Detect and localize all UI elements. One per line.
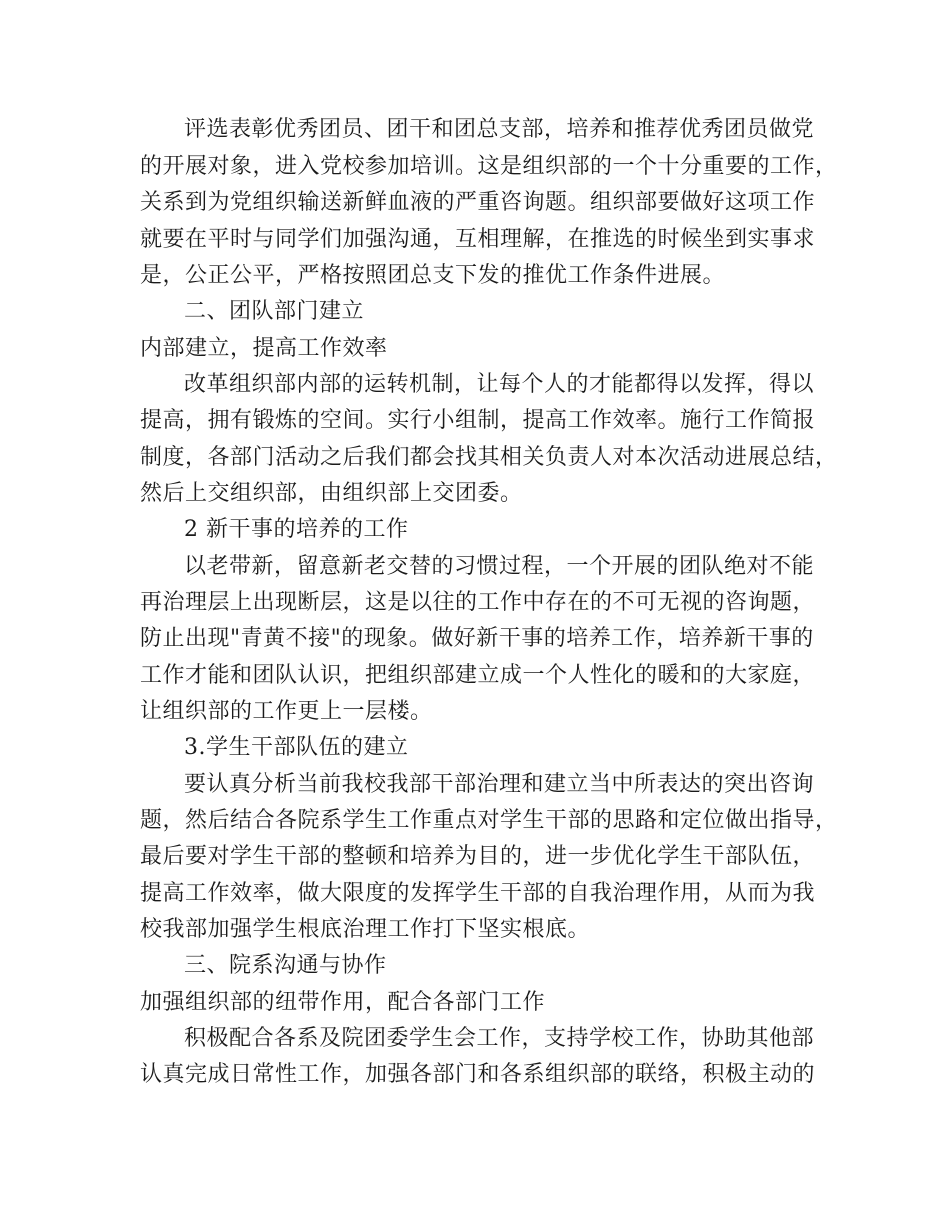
paragraph-line: 提高工作效率，做大限度的发挥学生干部的自我治理作用，从而为我 (140, 881, 816, 906)
paragraph-line: 要认真分析当前我校我部干部治理和建立当中所表达的突出咨询 (184, 772, 815, 797)
section-heading: 三、院系沟通与协作 (184, 953, 387, 978)
paragraph-line: 校我部加强学生根底治理工作打下坚实根底。 (140, 917, 591, 942)
paragraph-line: 工作才能和团队认识，把组织部建立成一个人性化的暖和的大家庭， (140, 663, 816, 688)
subsection-heading: 加强组织部的纽带作用，配合各部门工作 (140, 990, 546, 1015)
section-heading: 二、团队部门建立 (184, 299, 365, 324)
paragraph-line: 关系到为党组织输送新鲜血液的严重咨询题。组织部要做好这项工作 (140, 190, 816, 215)
paragraph-line: 积极配合各系及院团委学生会工作，支持学校工作，协助其他部 (184, 1026, 815, 1051)
subsection-heading: 2 新干事的培养的工作 (184, 517, 409, 542)
paragraph-line: 防止出现"青黄不接"的现象。做好新干事的培养工作，培养新干事的 (140, 626, 814, 651)
paragraph-line: 让组织部的工作更上一层楼。 (140, 699, 433, 724)
paragraph-line: 提高，拥有锻炼的空间。实行小组制，提高工作效率。施行工作简报 (140, 408, 816, 433)
paragraph-line: 以老带新，留意新老交替的习惯过程，一个开展的团队绝对不能 (184, 554, 815, 579)
paragraph-line: 再治理层上出现断层，这是以往的工作中存在的不可无视的咨询题， (140, 590, 816, 615)
subsection-heading: 3.学生干部队伍的建立 (184, 735, 409, 760)
paragraph-line: 认真完成日常性工作，加强各部门和各系组织部的联络，积极主动的 (140, 1062, 816, 1087)
paragraph-line: 的开展对象，进入党校参加培训。这是组织部的一个十分重要的工作， (140, 154, 838, 179)
paragraph-line: 然后上交组织部，由组织部上交团委。 (140, 481, 523, 506)
paragraph-line: 改革组织部内部的运转机制，让每个人的才能都得以发挥，得以 (184, 372, 815, 397)
paragraph-line: 是，公正公平，严格按照团总支下发的推优工作条件进展。 (140, 263, 726, 288)
paragraph-line: 制度，各部门活动之后我们都会找其相关负责人对本次活动进展总结， (140, 445, 838, 470)
subsection-heading: 内部建立，提高工作效率 (140, 336, 388, 361)
paragraph-line: 最后要对学生干部的整顿和培养为目的，进一步优化学生干部队伍， (140, 844, 816, 869)
paragraph-line: 评选表彰优秀团员、团干和团总支部，培养和推荐优秀团员做党 (184, 117, 815, 142)
paragraph-line: 就要在平时与同学们加强沟通，互相理解，在推选的时候坐到实事求 (140, 227, 816, 252)
paragraph-line: 题，然后结合各院系学生工作重点对学生干部的思路和定位做出指导， (140, 808, 838, 833)
